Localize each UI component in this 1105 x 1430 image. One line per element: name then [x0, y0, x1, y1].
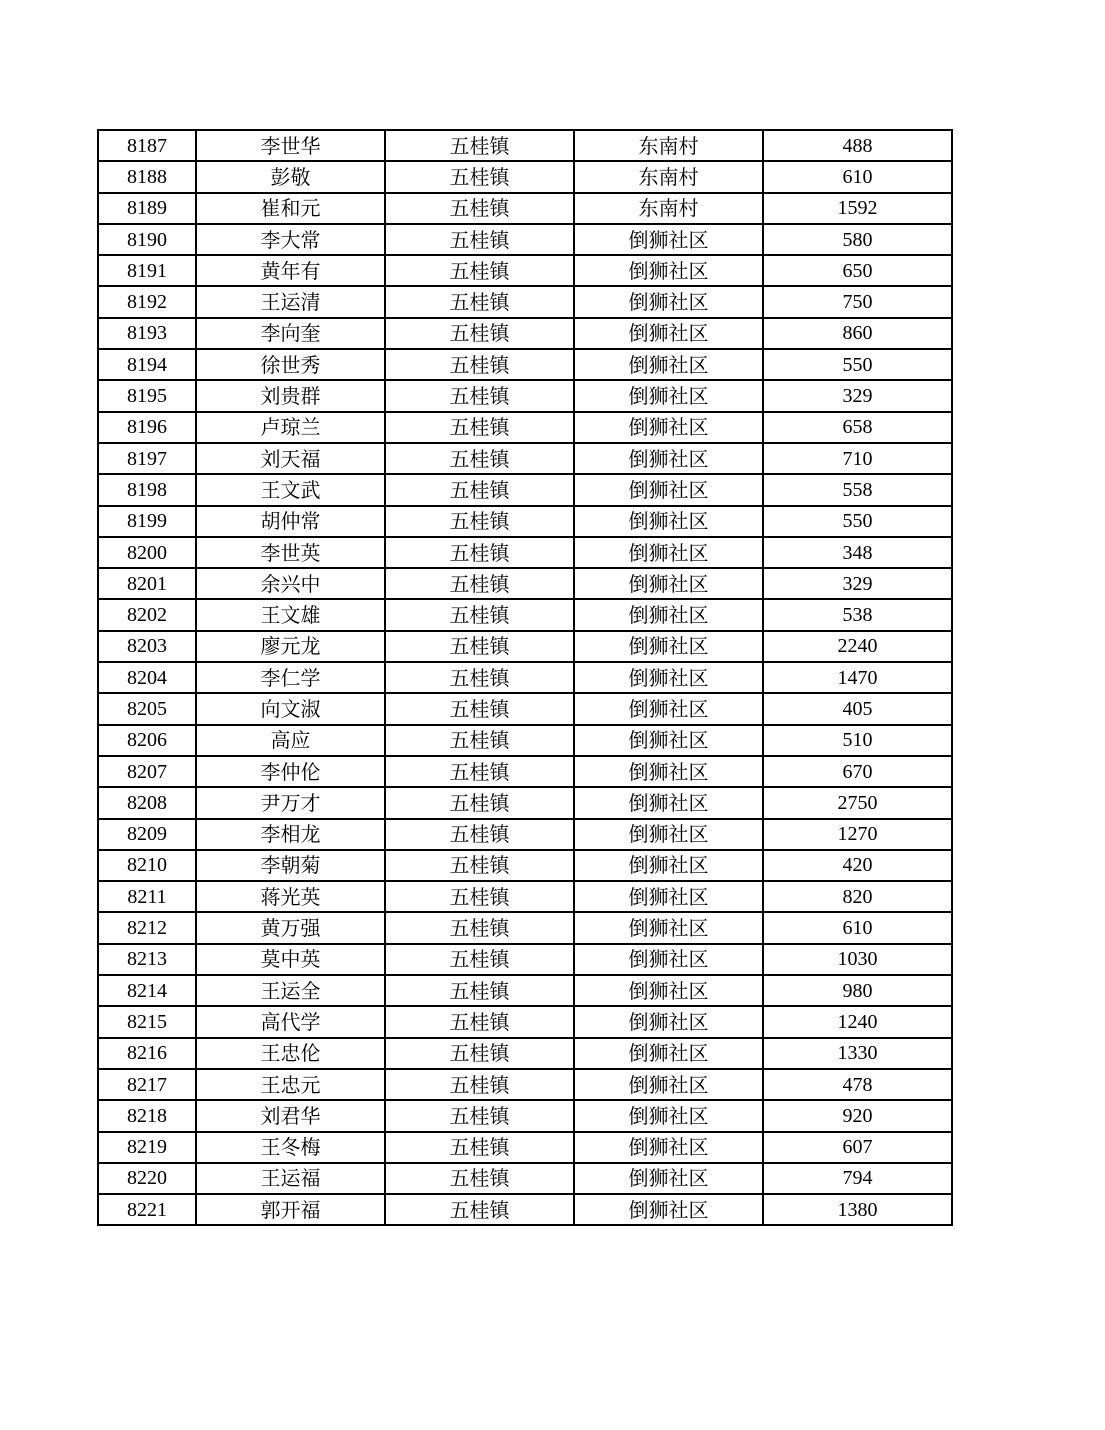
town-cell: 五桂镇 [385, 1132, 574, 1163]
table-row [98, 1038, 952, 1069]
town-cell: 五桂镇 [385, 787, 574, 818]
name-cell: 尹万才 [196, 787, 385, 818]
town-cell: 五桂镇 [385, 756, 574, 787]
name-cell: 廖元龙 [196, 631, 385, 662]
amount-cell: 488 [763, 130, 952, 161]
amount-cell: 329 [763, 380, 952, 411]
amount-cell: 1270 [763, 819, 952, 850]
row-number-cell: 8197 [98, 443, 196, 474]
name-cell: 余兴中 [196, 568, 385, 599]
town-cell: 五桂镇 [385, 193, 574, 224]
table-row [98, 631, 952, 662]
name-cell: 崔和元 [196, 193, 385, 224]
data-table [97, 129, 953, 1226]
amount-cell: 1030 [763, 944, 952, 975]
row-number-cell: 8193 [98, 318, 196, 349]
town-cell: 五桂镇 [385, 975, 574, 1006]
name-cell: 王运清 [196, 286, 385, 317]
table-row [98, 412, 952, 443]
row-number-cell: 8212 [98, 912, 196, 943]
row-number-cell: 8199 [98, 506, 196, 537]
table-row [98, 161, 952, 192]
name-cell: 黄万强 [196, 912, 385, 943]
amount-cell: 610 [763, 161, 952, 192]
row-number-cell: 8187 [98, 130, 196, 161]
village-cell: 倒狮社区 [574, 568, 763, 599]
town-cell: 五桂镇 [385, 1038, 574, 1069]
amount-cell: 580 [763, 224, 952, 255]
village-cell: 倒狮社区 [574, 787, 763, 818]
amount-cell: 405 [763, 693, 952, 724]
amount-cell: 1470 [763, 662, 952, 693]
table-row [98, 286, 952, 317]
town-cell: 五桂镇 [385, 1163, 574, 1194]
name-cell: 王忠伦 [196, 1038, 385, 1069]
town-cell: 五桂镇 [385, 537, 574, 568]
amount-cell: 348 [763, 537, 952, 568]
name-cell: 王运全 [196, 975, 385, 1006]
village-cell: 倒狮社区 [574, 1038, 763, 1069]
table-row [98, 599, 952, 630]
table-row [98, 568, 952, 599]
name-cell: 李仁学 [196, 662, 385, 693]
village-cell: 倒狮社区 [574, 380, 763, 411]
village-cell: 倒狮社区 [574, 975, 763, 1006]
village-cell: 倒狮社区 [574, 631, 763, 662]
row-number-cell: 8210 [98, 850, 196, 881]
name-cell: 莫中英 [196, 944, 385, 975]
village-cell: 倒狮社区 [574, 443, 763, 474]
row-number-cell: 8191 [98, 255, 196, 286]
village-cell: 倒狮社区 [574, 1069, 763, 1100]
amount-cell: 1240 [763, 1006, 952, 1037]
amount-cell: 750 [763, 286, 952, 317]
town-cell: 五桂镇 [385, 693, 574, 724]
row-number-cell: 8192 [98, 286, 196, 317]
town-cell: 五桂镇 [385, 474, 574, 505]
row-number-cell: 8201 [98, 568, 196, 599]
name-cell: 刘君华 [196, 1100, 385, 1131]
name-cell: 李朝菊 [196, 850, 385, 881]
village-cell: 倒狮社区 [574, 537, 763, 568]
row-number-cell: 8209 [98, 819, 196, 850]
name-cell: 王冬梅 [196, 1132, 385, 1163]
name-cell: 王文武 [196, 474, 385, 505]
table-row [98, 1100, 952, 1131]
amount-cell: 2240 [763, 631, 952, 662]
amount-cell: 550 [763, 349, 952, 380]
amount-cell: 558 [763, 474, 952, 505]
town-cell: 五桂镇 [385, 1069, 574, 1100]
town-cell: 五桂镇 [385, 662, 574, 693]
village-cell: 倒狮社区 [574, 944, 763, 975]
table-row [98, 1194, 952, 1225]
amount-cell: 650 [763, 255, 952, 286]
amount-cell: 2750 [763, 787, 952, 818]
name-cell: 高应 [196, 725, 385, 756]
village-cell: 倒狮社区 [574, 662, 763, 693]
town-cell: 五桂镇 [385, 380, 574, 411]
row-number-cell: 8216 [98, 1038, 196, 1069]
town-cell: 五桂镇 [385, 443, 574, 474]
table-row [98, 975, 952, 1006]
town-cell: 五桂镇 [385, 881, 574, 912]
table-row [98, 725, 952, 756]
village-cell: 倒狮社区 [574, 1132, 763, 1163]
row-number-cell: 8205 [98, 693, 196, 724]
row-number-cell: 8220 [98, 1163, 196, 1194]
table-row [98, 819, 952, 850]
name-cell: 刘天福 [196, 443, 385, 474]
amount-cell: 710 [763, 443, 952, 474]
table-row [98, 349, 952, 380]
table-row [98, 537, 952, 568]
table-row [98, 1069, 952, 1100]
town-cell: 五桂镇 [385, 130, 574, 161]
village-cell: 倒狮社区 [574, 912, 763, 943]
town-cell: 五桂镇 [385, 1194, 574, 1225]
name-cell: 李大常 [196, 224, 385, 255]
town-cell: 五桂镇 [385, 412, 574, 443]
name-cell: 刘贵群 [196, 380, 385, 411]
town-cell: 五桂镇 [385, 506, 574, 537]
name-cell: 向文淑 [196, 693, 385, 724]
town-cell: 五桂镇 [385, 224, 574, 255]
name-cell: 王忠元 [196, 1069, 385, 1100]
row-number-cell: 8214 [98, 975, 196, 1006]
village-cell: 倒狮社区 [574, 318, 763, 349]
row-number-cell: 8208 [98, 787, 196, 818]
table-row [98, 1132, 952, 1163]
village-cell: 倒狮社区 [574, 1194, 763, 1225]
row-number-cell: 8218 [98, 1100, 196, 1131]
row-number-cell: 8196 [98, 412, 196, 443]
row-number-cell: 8213 [98, 944, 196, 975]
table-row [98, 912, 952, 943]
name-cell: 徐世秀 [196, 349, 385, 380]
village-cell: 东南村 [574, 130, 763, 161]
town-cell: 五桂镇 [385, 1100, 574, 1131]
town-cell: 五桂镇 [385, 599, 574, 630]
village-cell: 倒狮社区 [574, 224, 763, 255]
table-row [98, 662, 952, 693]
table-body [98, 130, 952, 1225]
name-cell: 郭开福 [196, 1194, 385, 1225]
name-cell: 胡仲常 [196, 506, 385, 537]
town-cell: 五桂镇 [385, 631, 574, 662]
name-cell: 李向奎 [196, 318, 385, 349]
name-cell: 高代学 [196, 1006, 385, 1037]
village-cell: 倒狮社区 [574, 599, 763, 630]
village-cell: 倒狮社区 [574, 693, 763, 724]
village-cell: 倒狮社区 [574, 1163, 763, 1194]
name-cell: 黄年有 [196, 255, 385, 286]
row-number-cell: 8203 [98, 631, 196, 662]
amount-cell: 610 [763, 912, 952, 943]
amount-cell: 658 [763, 412, 952, 443]
row-number-cell: 8204 [98, 662, 196, 693]
town-cell: 五桂镇 [385, 255, 574, 286]
amount-cell: 1380 [763, 1194, 952, 1225]
row-number-cell: 8195 [98, 380, 196, 411]
name-cell: 彭敬 [196, 161, 385, 192]
table-row [98, 693, 952, 724]
row-number-cell: 8221 [98, 1194, 196, 1225]
table-row [98, 380, 952, 411]
town-cell: 五桂镇 [385, 286, 574, 317]
town-cell: 五桂镇 [385, 568, 574, 599]
village-cell: 东南村 [574, 193, 763, 224]
village-cell: 倒狮社区 [574, 881, 763, 912]
amount-cell: 1330 [763, 1038, 952, 1069]
table-row [98, 224, 952, 255]
town-cell: 五桂镇 [385, 850, 574, 881]
table-row [98, 1163, 952, 1194]
table-row [98, 255, 952, 286]
village-cell: 倒狮社区 [574, 255, 763, 286]
amount-cell: 478 [763, 1069, 952, 1100]
village-cell: 倒狮社区 [574, 286, 763, 317]
village-cell: 倒狮社区 [574, 412, 763, 443]
amount-cell: 538 [763, 599, 952, 630]
town-cell: 五桂镇 [385, 819, 574, 850]
town-cell: 五桂镇 [385, 161, 574, 192]
village-cell: 倒狮社区 [574, 850, 763, 881]
amount-cell: 920 [763, 1100, 952, 1131]
amount-cell: 820 [763, 881, 952, 912]
amount-cell: 1592 [763, 193, 952, 224]
row-number-cell: 8207 [98, 756, 196, 787]
village-cell: 倒狮社区 [574, 1100, 763, 1131]
amount-cell: 329 [763, 568, 952, 599]
village-cell: 倒狮社区 [574, 474, 763, 505]
row-number-cell: 8206 [98, 725, 196, 756]
name-cell: 卢琼兰 [196, 412, 385, 443]
village-cell: 倒狮社区 [574, 725, 763, 756]
row-number-cell: 8211 [98, 881, 196, 912]
table-row [98, 1006, 952, 1037]
town-cell: 五桂镇 [385, 1006, 574, 1037]
table-row [98, 130, 952, 161]
village-cell: 倒狮社区 [574, 819, 763, 850]
amount-cell: 550 [763, 506, 952, 537]
town-cell: 五桂镇 [385, 944, 574, 975]
row-number-cell: 8219 [98, 1132, 196, 1163]
name-cell: 王运福 [196, 1163, 385, 1194]
table-row [98, 318, 952, 349]
name-cell: 王文雄 [196, 599, 385, 630]
town-cell: 五桂镇 [385, 912, 574, 943]
table-row [98, 944, 952, 975]
table-row [98, 881, 952, 912]
village-cell: 东南村 [574, 161, 763, 192]
amount-cell: 670 [763, 756, 952, 787]
amount-cell: 860 [763, 318, 952, 349]
amount-cell: 794 [763, 1163, 952, 1194]
town-cell: 五桂镇 [385, 318, 574, 349]
table-row [98, 850, 952, 881]
row-number-cell: 8189 [98, 193, 196, 224]
table-row [98, 193, 952, 224]
amount-cell: 510 [763, 725, 952, 756]
town-cell: 五桂镇 [385, 725, 574, 756]
row-number-cell: 8194 [98, 349, 196, 380]
village-cell: 倒狮社区 [574, 1006, 763, 1037]
town-cell: 五桂镇 [385, 349, 574, 380]
row-number-cell: 8188 [98, 161, 196, 192]
row-number-cell: 8215 [98, 1006, 196, 1037]
name-cell: 李仲伦 [196, 756, 385, 787]
name-cell: 蒋光英 [196, 881, 385, 912]
table-row [98, 506, 952, 537]
name-cell: 李世华 [196, 130, 385, 161]
row-number-cell: 8198 [98, 474, 196, 505]
table-row [98, 787, 952, 818]
name-cell: 李相龙 [196, 819, 385, 850]
amount-cell: 607 [763, 1132, 952, 1163]
row-number-cell: 8190 [98, 224, 196, 255]
table-row [98, 474, 952, 505]
name-cell: 李世英 [196, 537, 385, 568]
village-cell: 倒狮社区 [574, 506, 763, 537]
table-row [98, 443, 952, 474]
row-number-cell: 8202 [98, 599, 196, 630]
row-number-cell: 8200 [98, 537, 196, 568]
village-cell: 倒狮社区 [574, 756, 763, 787]
table-row [98, 756, 952, 787]
amount-cell: 980 [763, 975, 952, 1006]
village-cell: 倒狮社区 [574, 349, 763, 380]
amount-cell: 420 [763, 850, 952, 881]
row-number-cell: 8217 [98, 1069, 196, 1100]
